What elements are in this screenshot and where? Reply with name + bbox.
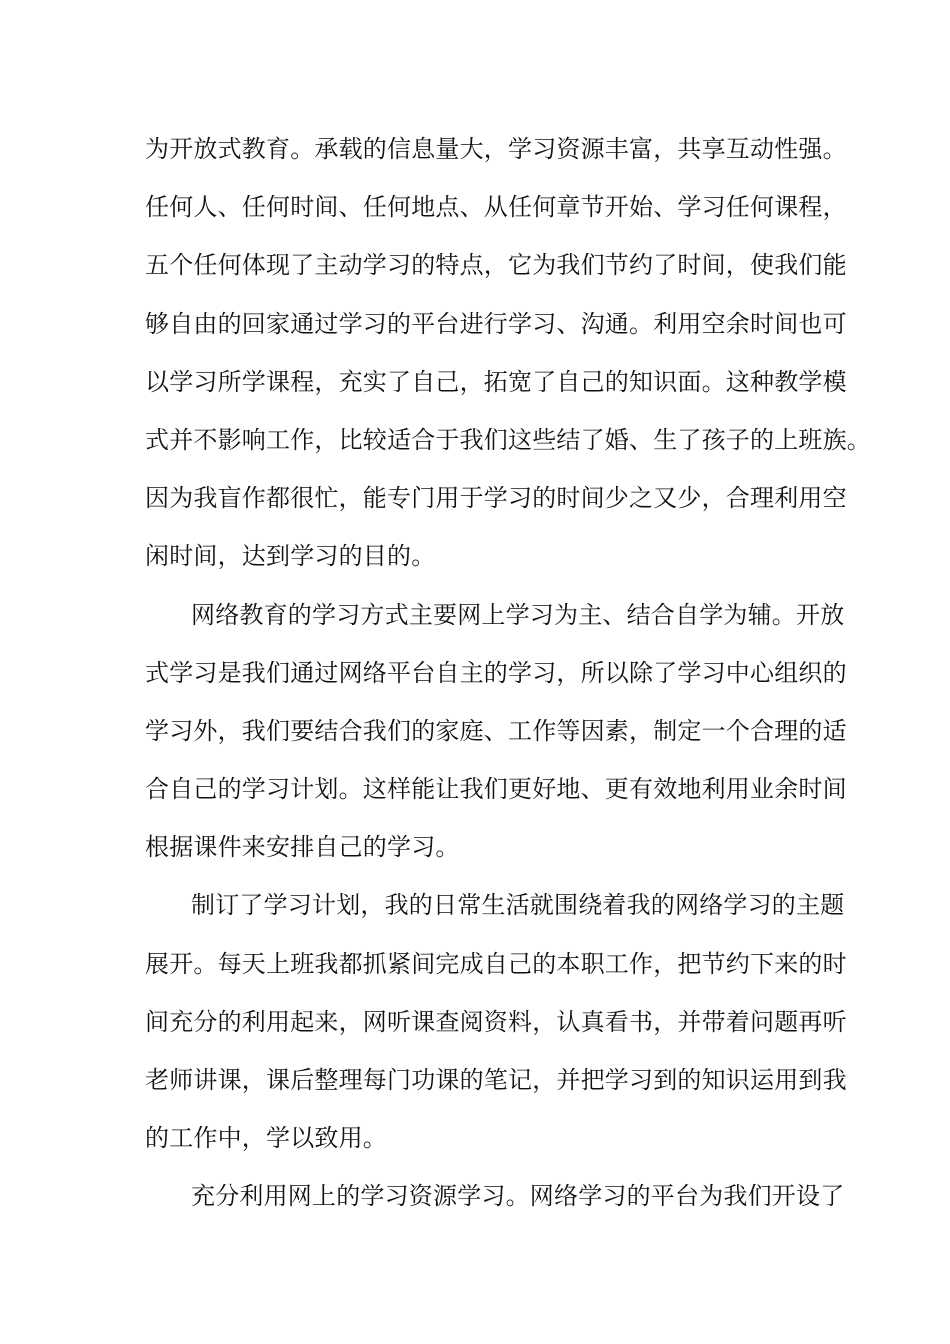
text-line: 式学习是我们通过网络平台自主的学习，所以除了学习中心组织的	[145, 658, 847, 687]
text-line: 合自己的学习计划。这样能让我们更好地、更有效地利用业余时间	[145, 775, 847, 804]
text-line: 间充分的利用起来，网听课查阅资料，认真看书，并带着问题再听	[145, 1007, 847, 1036]
text-line: 五个任何体现了主动学习的特点，它为我们节约了时间，使我们能	[145, 251, 847, 280]
text-line: 闲时间，达到学习的目的。	[145, 542, 436, 571]
text-line: 老师讲课，课后整理每门功课的笔记，并把学习到的知识运用到我	[145, 1066, 847, 1094]
text-line: 为开放式教育。承载的信息量大，学习资源丰富，共享互动性强。	[145, 135, 847, 163]
text-line: 以学习所学课程，充实了自己，拓宽了自己的知识面。这种教学模	[145, 367, 847, 396]
paragraph-first-line: 制订了学习计划，我的日常生活就围绕着我的网络学习的主题	[191, 891, 845, 920]
text-line: 因为我盲作都很忙，能专门用于学习的时间少之又少，合理利用空	[145, 484, 847, 513]
text-line: 展开。每天上班我都抓紧间完成自己的本职工作，把节约下来的时	[145, 949, 847, 978]
text-line: 式并不影响工作，比较适合于我们这些结了婚、生了孩子的上班族。	[145, 425, 871, 454]
document-body	[145, 130, 871, 1236]
text-line: 学习外，我们要结合我们的家庭、工作等因素，制定一个合理的适	[145, 716, 847, 745]
text-line: 够自由的回家通过学习的平台进行学习、沟通。利用空余时间也可	[145, 309, 847, 338]
paragraph-first-line: 网络教育的学习方式主要网上学习为主、结合自学为辅。开放	[191, 600, 845, 629]
text-line: 任何人、任何时间、任何地点、从任何章节开始、学习任何课程，	[145, 193, 847, 222]
text-line: 的工作中，学以致用。	[145, 1124, 387, 1153]
paragraph-first-line: 充分利用网上的学习资源学习。网络学习的平台为我们开设了	[191, 1182, 845, 1211]
text-line: 根据课件来安排自己的学习。	[145, 833, 460, 862]
